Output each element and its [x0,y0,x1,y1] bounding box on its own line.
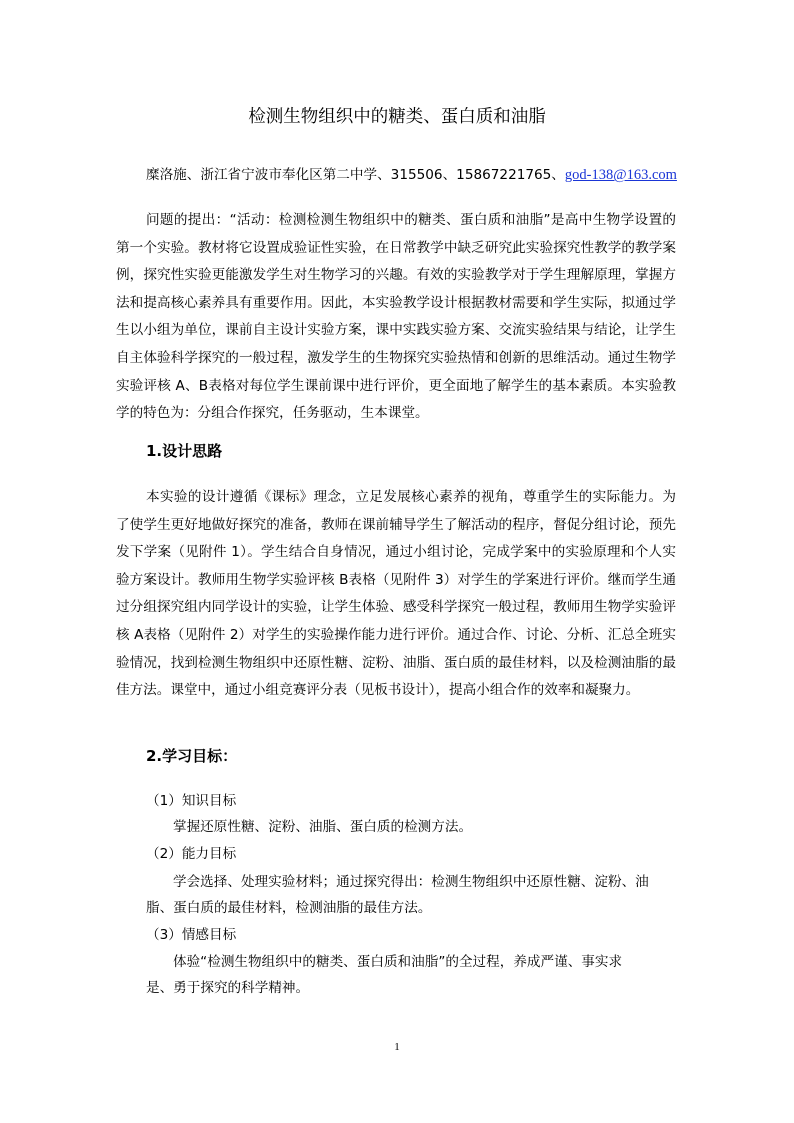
intro-text: “活动：检测检测生物组织中的糖类、蛋白质和油脂”是高中生物学设置的第一个实验。教材将它设置成验证性实验，在日常教学中缺乏研究此实验探究性教学的教学案例，探究性实验更能激发学生对生物学习的兴趣。有效的实验教学对于学生理解原理，掌握方法和提高核心素养具有重要作用。因此，本实验教学设计根据教材需要和学生实际，拟通过学生以小组为单位，课前自主设计实验方案，课中实践实验方案、交流实验结果与结论，让学生自主体验科学探究的一般过程，激发学生的生物探究实验热情和创新的思维活动。通过生物学实验评核 A、B表格对每位学生课前课中进行评价，更全面地了解学生的基本素质。本实验教学的特色为：分组合作探究，任务驱动，生本课堂。 [116,212,676,422]
section2-heading: 2.学习目标： [146,747,238,765]
goal-emotion-line-2: 是、勇于探究的科学精神。 [146,980,310,996]
author-email-link[interactable]: god-138@163.com [564,167,677,183]
author-info: 糜洛施、浙江省宁波市奉化区第二中学、315506、15867221765、 [146,167,565,183]
goal-emotion-label: （3）情感目标 [146,927,237,943]
section1-heading: 1.设计思路 [146,442,223,460]
document-title: 检测生物组织中的糖类、蛋白质和油脂 [248,107,546,127]
intro-paragraph [116,207,676,428]
goal-knowledge-line: 掌握还原性糖、淀粉、油脂、蛋白质的检测方法。 [173,819,473,835]
section1-paragraph: 本实验的设计遵循《课标》理念，立足发展核心素养的视角，尊重学生的实际能力。为了使学生更好地做好探究的准备，教师在课前辅导学生了解活动的程序，督促分组讨论，预先发下学案（见附件 1）。学生结合自身情况，通过小组讨论，完成学案中的实验原理和个人实验方案设计。教师用生物学实验评核 B表格（见附件 3）对学生的学案进行评价。继而学生通过分组探究组内同学设计的实验，让学生体验、感受科学探究一般过程，教师用生物学实验评核 A表格（见附件 2）对学生的实验操作能力进行评价。通过合作、讨论、分析、汇总全班实验情况，找到检测生物组织中还原性糖、淀粉、油脂、蛋白质的最佳材料，以及检测油脂的最佳方法。课堂中，通过小组竞赛评分表（见板书设计），提高小组合作的效率和凝聚力。 [116,489,676,699]
intro-lead: 问题的提出： [146,212,230,228]
author-line [146,166,746,184]
goal-ability-label: （2）能力目标 [146,846,237,862]
goal-ability-line-2: 脂、蛋白质的最佳材料，检测油脂的最佳方法。 [146,900,432,916]
goal-knowledge-label: （1）知识目标 [146,793,237,809]
goal-emotion-line-1: 体验“检测生物组织中的糖类、蛋白质和油脂”的全过程，养成严谨、事实求 [173,954,623,970]
goal-ability-line-1: 学会选择、处理实验材料；通过探究得出：检测生物组织中还原性糖、淀粉、油 [173,874,649,890]
page-number: 1 [394,1041,400,1053]
